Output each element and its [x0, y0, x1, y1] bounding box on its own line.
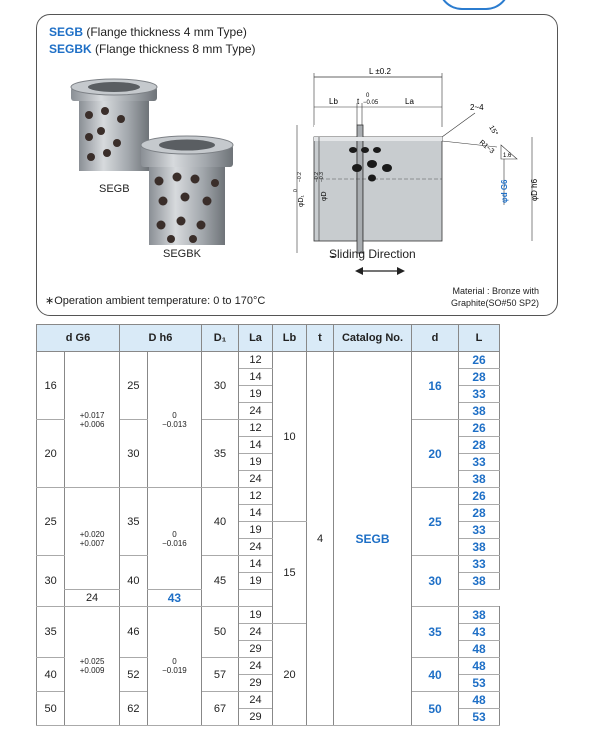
cell-La: 24	[239, 403, 273, 420]
cell-La: 24	[239, 658, 273, 675]
header-tab-decoration	[438, 0, 510, 10]
cell-L: 33	[459, 556, 500, 573]
cell-La: 12	[239, 420, 273, 437]
col-d: d	[412, 325, 459, 352]
ambient-temperature-note: ∗Operation ambient temperature: 0 to 170°C	[45, 295, 266, 307]
cell-La: 19	[239, 454, 273, 471]
cell-d-g6: 35	[37, 607, 65, 658]
cell-d: 50	[412, 692, 459, 726]
cell-La: 24	[65, 590, 120, 607]
segb-type-line	[49, 25, 247, 39]
segbk-code: SEGBK	[49, 42, 92, 56]
segbk-bushing-image	[141, 136, 233, 245]
cell-Dh6-tolerance	[147, 352, 201, 488]
cell-La: 24	[239, 692, 273, 709]
table-row	[37, 607, 500, 624]
tol-bot: +0.006	[79, 419, 105, 429]
cell-La: 12	[239, 488, 273, 505]
angle-label: 15°	[487, 124, 499, 138]
tol-top: 0	[172, 529, 177, 539]
segb-image-label: SEGB	[99, 183, 130, 195]
tol-bot: −0.013	[162, 419, 187, 429]
cell-D1: 30	[202, 352, 239, 420]
cell-D1: 57	[202, 658, 239, 692]
segbk-image-label: SEGBK	[163, 248, 201, 260]
cell-Lb: 10	[273, 352, 307, 522]
cell-La: 24	[239, 471, 273, 488]
col-La: La	[239, 325, 273, 352]
tol-bot: −0.016	[162, 538, 187, 548]
segbk-desc: (Flange thickness 8 mm Type)	[95, 42, 256, 56]
dim-Dh6-label: φD h6	[530, 178, 539, 201]
dim-t-label: t	[357, 97, 360, 106]
cell-La: 29	[239, 675, 273, 692]
cell-La: 12	[239, 352, 273, 369]
cell-L: 38	[459, 573, 500, 590]
table-row	[37, 352, 500, 369]
table-row	[37, 488, 500, 505]
cell-L: 28	[459, 369, 500, 386]
dim-D-label: φD	[321, 191, 328, 201]
tol-top: 0	[172, 410, 177, 420]
cell-La: 29	[239, 709, 273, 726]
tol-bot: −0.019	[162, 666, 187, 675]
roughness-label: 1.6	[503, 153, 512, 159]
cell-L: 26	[459, 420, 500, 437]
cell-D-h6: 40	[119, 556, 147, 607]
cell-La: 19	[239, 607, 273, 624]
cell-La: 14	[239, 437, 273, 454]
cell-La: 19	[239, 573, 273, 590]
cell-D-h6: 52	[119, 658, 147, 692]
cell-d-g6: 50	[37, 692, 65, 726]
sliding-direction-label: Sliding Direction	[329, 247, 416, 261]
col-t: t	[307, 325, 334, 352]
cell-L: 26	[459, 352, 500, 369]
cell-La: 19	[239, 386, 273, 403]
col-Lb: Lb	[273, 325, 307, 352]
cell-La: 24	[239, 624, 273, 641]
cell-L: 53	[459, 709, 500, 726]
cell-dG6-tolerance	[65, 352, 120, 488]
dim-t-tol-bot: −0.05	[363, 100, 379, 106]
segbk-type-line	[49, 42, 256, 56]
material-line2: Graphite(SO#50 SP2)	[450, 298, 539, 308]
tol-bot: +0.007	[79, 538, 105, 548]
segb-desc: (Flange thickness 4 mm Type)	[86, 25, 247, 39]
col-Dh6: D h6	[119, 325, 201, 352]
dim-D-tol-top: −0.2	[314, 172, 320, 182]
cell-d-g6: 40	[37, 658, 65, 692]
material-line1: Material : Bronze with	[452, 286, 539, 296]
cell-d: 40	[412, 658, 459, 692]
tol-top: 0	[172, 657, 177, 666]
cell-catalog: SEGB	[334, 352, 412, 726]
cell-dG6-tolerance	[65, 607, 120, 726]
material-note	[389, 285, 539, 309]
col-dG6: d G6	[37, 325, 120, 352]
cell-d: 20	[412, 420, 459, 488]
product-photo	[65, 75, 245, 255]
tol-top: +0.025	[79, 657, 105, 666]
dim-La-label: La	[405, 97, 414, 106]
col-L: L	[459, 325, 500, 352]
cell-L: 28	[459, 505, 500, 522]
cell-L: 33	[459, 454, 500, 471]
cell-d-g6: 25	[37, 488, 65, 556]
radius-label: R1~3	[477, 139, 496, 156]
cell-L: 48	[459, 658, 500, 675]
cell-d: 25	[412, 488, 459, 556]
cell-La: 14	[239, 369, 273, 386]
cell-L: 33	[459, 386, 500, 403]
cell-Lb: 15	[273, 522, 307, 624]
cell-D-h6: 46	[119, 607, 147, 658]
cell-D-h6: 62	[119, 692, 147, 726]
tol-top: +0.020	[79, 529, 105, 539]
cell-L: 28	[459, 437, 500, 454]
cell-D-h6: 35	[119, 488, 147, 556]
cell-dG6-tolerance	[65, 488, 120, 590]
cell-D1: 35	[202, 420, 239, 488]
cell-La: 29	[239, 641, 273, 658]
cell-D-h6: 25	[119, 352, 147, 420]
cell-L: 53	[459, 675, 500, 692]
cell-D1: 50	[202, 607, 239, 658]
cell-Dh6-tolerance	[147, 607, 201, 726]
cell-La: 14	[239, 556, 273, 573]
cell-D1: 67	[202, 692, 239, 726]
cell-L: 48	[459, 641, 500, 658]
cell-L: 38	[459, 539, 500, 556]
product-panel	[36, 14, 558, 316]
cell-Dh6-tolerance	[147, 488, 201, 590]
sliding-arrow-icon	[355, 266, 405, 276]
spec-table	[36, 324, 500, 726]
cell-Lb: 20	[273, 624, 307, 726]
dim-Lb-label: Lb	[329, 97, 338, 106]
dim-D1-tol-bot: −0.2	[297, 172, 303, 182]
cell-D1: 45	[202, 556, 239, 607]
chamfer-label: 2~4	[470, 103, 484, 112]
cell-La: 24	[239, 539, 273, 556]
col-D1: D₁	[202, 325, 239, 352]
dim-D1-label: φD₁	[298, 195, 305, 207]
cell-D-h6: 30	[119, 420, 147, 488]
dim-D-tol-bot: −0.3	[319, 172, 325, 182]
dim-dG6-label: φd G6	[500, 179, 509, 203]
cell-L: 33	[459, 522, 500, 539]
cell-L: 43	[147, 590, 201, 607]
tol-top: +0.017	[79, 410, 105, 420]
table-header-row	[37, 325, 500, 352]
technical-drawing	[257, 47, 553, 257]
dim-L-label: L ±0.2	[369, 67, 391, 76]
cell-L: 48	[459, 692, 500, 709]
cell-t: 4	[307, 352, 334, 726]
cell-d: 30	[412, 556, 459, 607]
cell-La: 14	[239, 505, 273, 522]
dim-D1-tol-top: 0	[293, 189, 299, 192]
cell-L: 38	[459, 471, 500, 488]
cell-L: 43	[459, 624, 500, 641]
cell-L: 38	[459, 607, 500, 624]
dim-t-tol-top: 0	[366, 93, 370, 99]
cell-D1: 40	[202, 488, 239, 556]
cell-d: 35	[412, 607, 459, 658]
cell-L: 38	[459, 403, 500, 420]
col-catalog: Catalog No.	[334, 325, 412, 352]
tol-bot: +0.009	[79, 666, 105, 675]
cell-d-g6: 30	[37, 556, 65, 607]
cell-d-g6: 20	[37, 420, 65, 488]
cell-L: 26	[459, 488, 500, 505]
cell-La: 19	[239, 522, 273, 539]
cell-d-g6: 16	[37, 352, 65, 420]
segb-code: SEGB	[49, 25, 84, 39]
cell-d: 16	[412, 352, 459, 420]
